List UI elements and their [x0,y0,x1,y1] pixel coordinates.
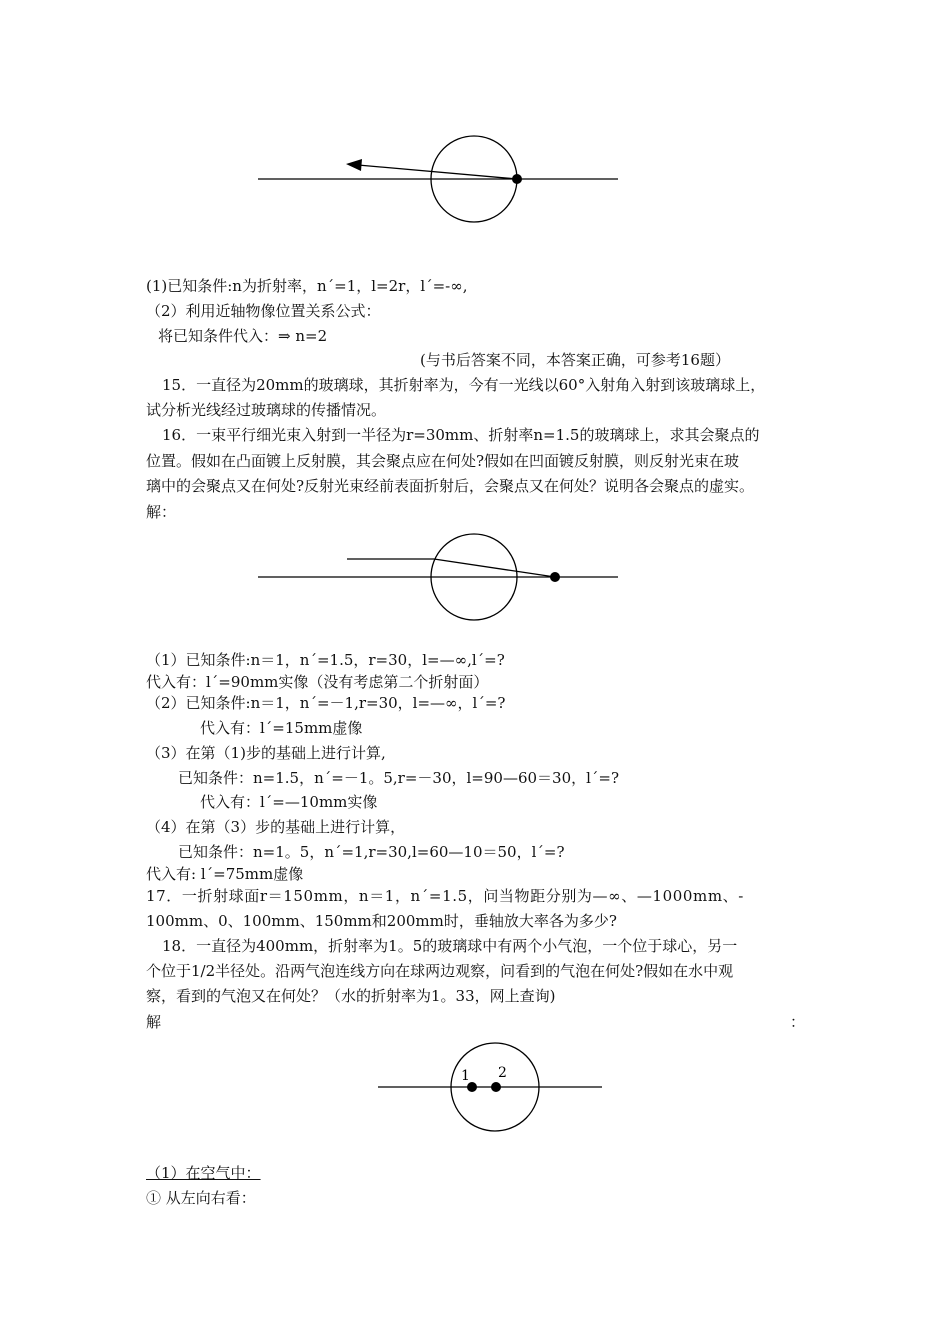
text-line: 代入有: lˊ=75mm虚像 [146,865,304,883]
bubble-1-label: 1 [461,1068,470,1084]
text-line: 位置。假如在凸面镀上反射膜，其会聚点应在何处?假如在凹面镀反射膜，则反射光束在玻 [146,452,740,470]
text-line: （1）已知条件:n＝1，nˊ=1.5，r=30，l=—∞,lˊ=? [146,651,505,669]
text-line: 解： [146,503,177,521]
text-line: 100mm、0、100mm、150mm和200mm时，垂轴放大率各为多少? [146,912,617,930]
text-line: 18．一直径为400mm，折射率为1。5的玻璃球中有两个小气泡，一个位于球心，另一 [162,937,738,955]
focal-point [512,174,522,184]
text-line: 17．一折射球面r＝150mm，n＝1，nˊ=1.5，问当物距分别为—∞、—1000mm、- [146,887,744,905]
figure-3-bubbles-in-sphere [0,1040,950,1150]
text-line: 个位于1/2半径处。沿两气泡连线方向在球两边观察，问看到的气泡在何处?假如在水中观 [146,962,734,980]
arrowhead [346,159,362,171]
text-line: (1)已知条件:n为折射率，nˊ=1，l=2r，lˊ=-∞, [146,277,468,295]
text-line: （3）在第（1)步的基础上进行计算, [146,744,386,762]
text-line: （1）在空气中： [146,1164,261,1182]
text-line: （4）在第（3）步的基础上进行计算， [146,818,406,836]
refracted-ray [358,165,517,179]
text-line: 已知条件：n=1。5，nˊ=1,r=30,l=60—10＝50，lˊ=? [178,843,565,861]
refracted-ray [434,559,555,577]
text-line: 察，看到的气泡又在何处？（水的折射率为1。33，网上查询) [146,987,556,1005]
text-line: 代入有：lˊ=90mm实像（没有考虑第二个折射面） [146,673,489,691]
bubble-2-label: 2 [498,1065,507,1081]
text-line: 璃中的会聚点又在何处?反射光束经前表面折射后，会聚点又在何处？说明各会聚点的虚实。 [146,477,755,495]
text-line: 试分析光线经过玻璃球的传播情况。 [146,401,387,419]
text-line: 将已知条件代入：⇒ n=2 [158,327,328,345]
focal-point [550,572,560,582]
text-line: ① 从左向右看： [146,1189,256,1207]
figure-2-parallel-beam [0,520,950,640]
text-line: （2）已知条件:n＝1，nˊ=－1,r=30，l=—∞，lˊ=? [146,694,506,712]
text-line: 16．一束平行细光束入射到一半径为r=30mm、折射率n=1.5的玻璃球上，求其会聚点的 [162,426,760,444]
text-line: （2）利用近轴物像位置关系公式： [146,302,381,320]
text-line: 代入有：lˊ=15mm虚像 [200,719,363,737]
text-line: ： [790,1013,806,1031]
text-line: (与书后答案不同，本答案正确，可参考16题） [420,351,730,369]
bubble-2 [491,1082,501,1092]
text-line: 解 [146,1013,162,1031]
text-line: 代入有：lˊ=—10mm实像 [200,793,378,811]
text-line: 已知条件：n=1.5，nˊ=－1。5,r=－30，l=90—60＝30，lˊ=? [178,769,620,787]
figure-1-glass-sphere [0,120,950,360]
text-line: 15．一直径为20mm的玻璃球，其折射率为，今有一光线以60°入射角入射到该玻璃球上， [162,376,766,394]
